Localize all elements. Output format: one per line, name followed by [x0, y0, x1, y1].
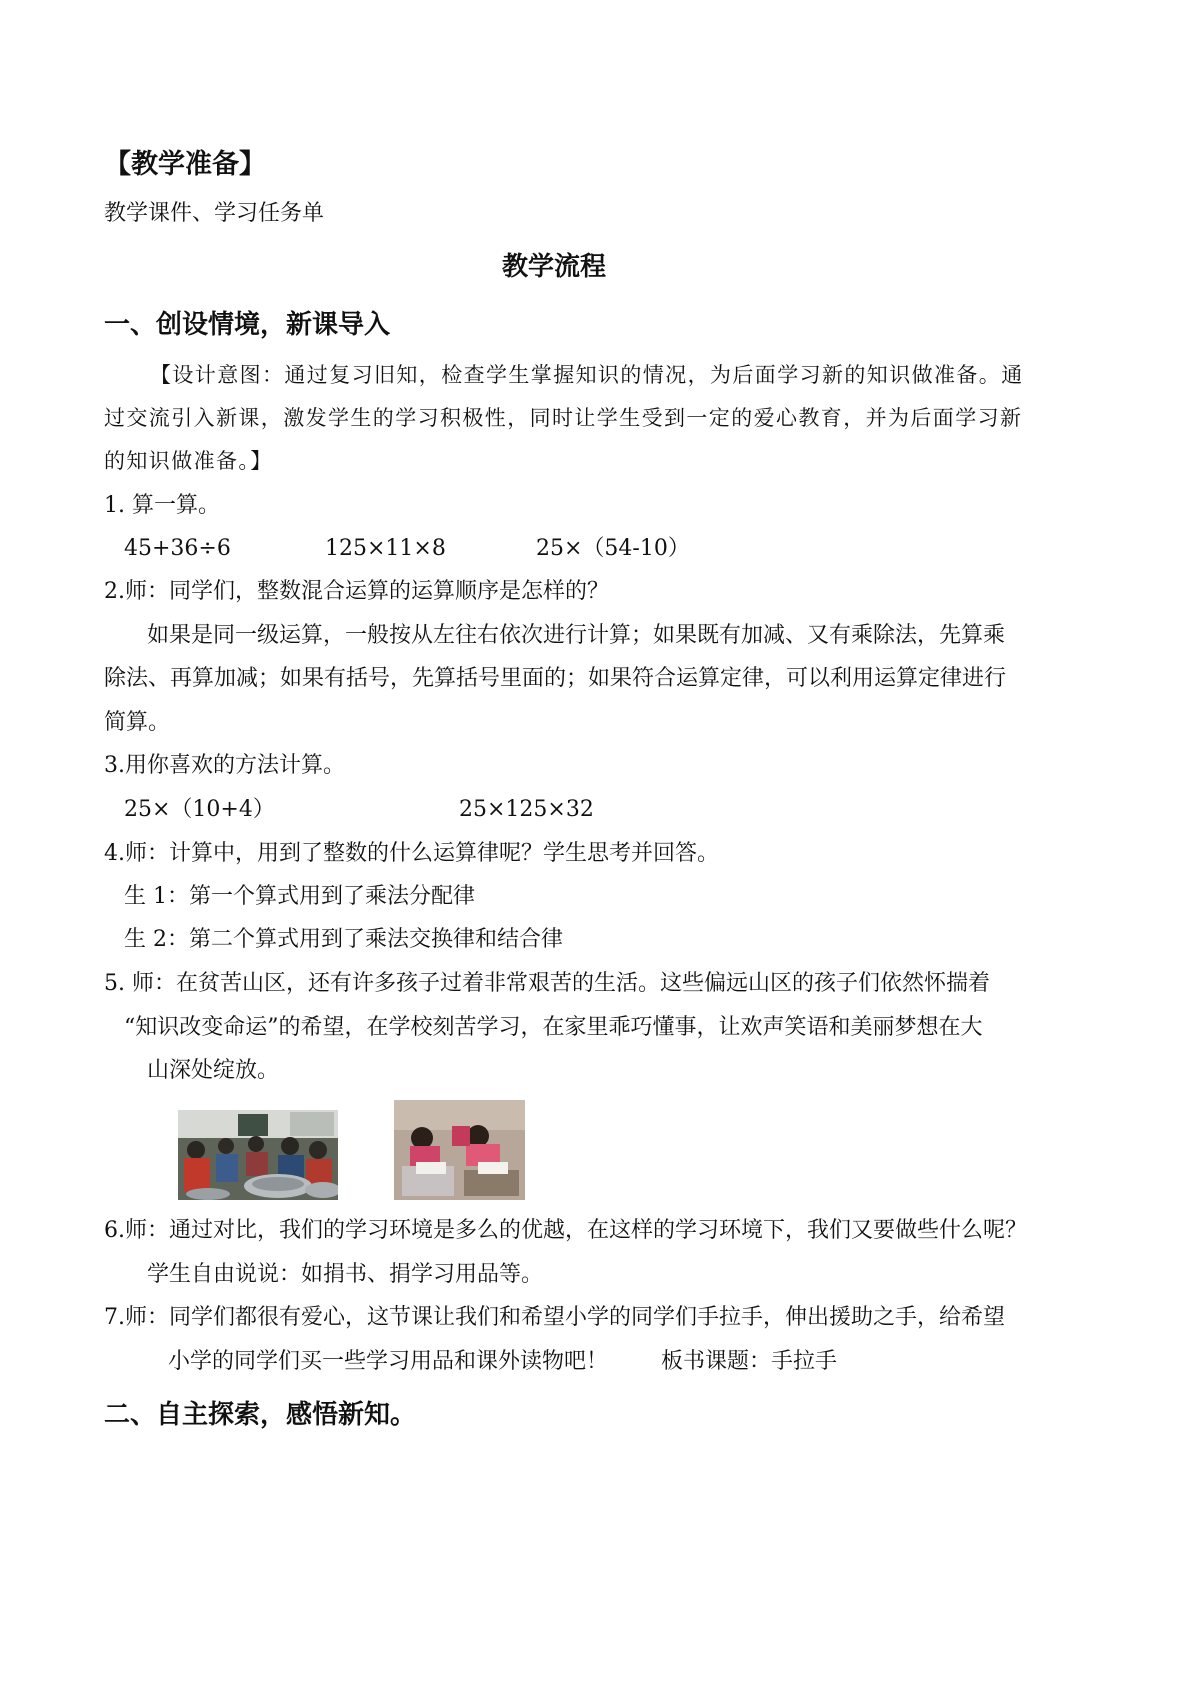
intent-line-1: 【设计意图：通过复习旧知，检查学生掌握知识的情况，为后面学习新的知识做准备。通	[150, 363, 1024, 387]
prep-heading: 【教学准备】	[104, 149, 266, 180]
item2-question: 2.师：同学们，整数混合运算的运算顺序是怎样的？	[104, 579, 609, 604]
item4-answer-2: 生 2：第二个算式用到了乘法交换律和结合律	[124, 927, 563, 952]
photo-children-washing-art	[178, 1110, 338, 1200]
photo-children-washing	[178, 1110, 338, 1200]
item2-answer-line-1: 如果是同一级运算，一般按从左往右依次进行计算；如果既有加减、又有乘除法，先算乘	[147, 623, 1006, 648]
item1-expr-1: 45+36÷6	[124, 536, 231, 561]
item6-answer: 学生自由说说：如捐书、捐学习用品等。	[147, 1262, 544, 1287]
intent-line-2: 过交流引入新课，激发学生的学习积极性，同时让学生受到一定的爱心教育，并为后面学习新	[104, 406, 1023, 430]
intent-line-3: 的知识做准备。】	[104, 449, 273, 473]
item4-answer-1: 生 1：第一个算式用到了乘法分配律	[124, 884, 475, 909]
item5-line-3: 山深处绽放。	[147, 1058, 280, 1083]
item2-answer-line-3: 简算。	[104, 710, 171, 735]
item1-expr-2: 125×11×8	[325, 536, 446, 561]
item5-line-2: “知识改变命运”的希望，在学校刻苦学习，在家里乖巧懂事，让欢声笑语和美丽梦想在大	[124, 1015, 983, 1040]
prep-materials: 教学课件、学习任务单	[104, 201, 325, 226]
item7-line-2: 小学的同学们买一些学习用品和课外读物吧！	[168, 1349, 609, 1374]
item1-expr-3: 25×（54-10）	[536, 536, 690, 561]
board-title: 板书课题：手拉手	[661, 1349, 838, 1374]
item7-line-1: 7.师：同学们都很有爱心，这节课让我们和希望小学的同学们手拉手，伸出援助之手，给希望	[104, 1305, 1005, 1330]
item5-line-1: 5. 师：在贫苦山区，还有许多孩子过着非常艰苦的生活。这些偏远山区的孩子们依然怀揣着	[104, 971, 990, 996]
item1-label: 1. 算一算。	[104, 493, 220, 518]
item6-question: 6.师：通过对比，我们的学习环境是多么的优越，在这样的学习环境下，我们又要做些什么呢？	[104, 1218, 1027, 1243]
section1-heading: 一、创设情境，新课导入	[104, 310, 391, 340]
photo-children-reading-art	[394, 1100, 525, 1200]
item4-question: 4.师：计算中，用到了整数的什么运算律呢？学生思考并回答。	[104, 841, 719, 866]
item3-label: 3.用你喜欢的方法计算。	[104, 753, 345, 778]
item3-expr-2: 25×125×32	[459, 797, 594, 822]
flow-title: 教学流程	[502, 252, 607, 282]
item3-expr-1: 25×（10+4）	[124, 797, 275, 822]
item2-answer-line-2: 除法、再算加减；如果有括号，先算括号里面的；如果符合运算定律，可以利用运算定律进行	[104, 666, 1007, 691]
section2-heading: 二、自主探索，感悟新知。	[104, 1400, 417, 1430]
photo-children-reading	[394, 1100, 525, 1200]
